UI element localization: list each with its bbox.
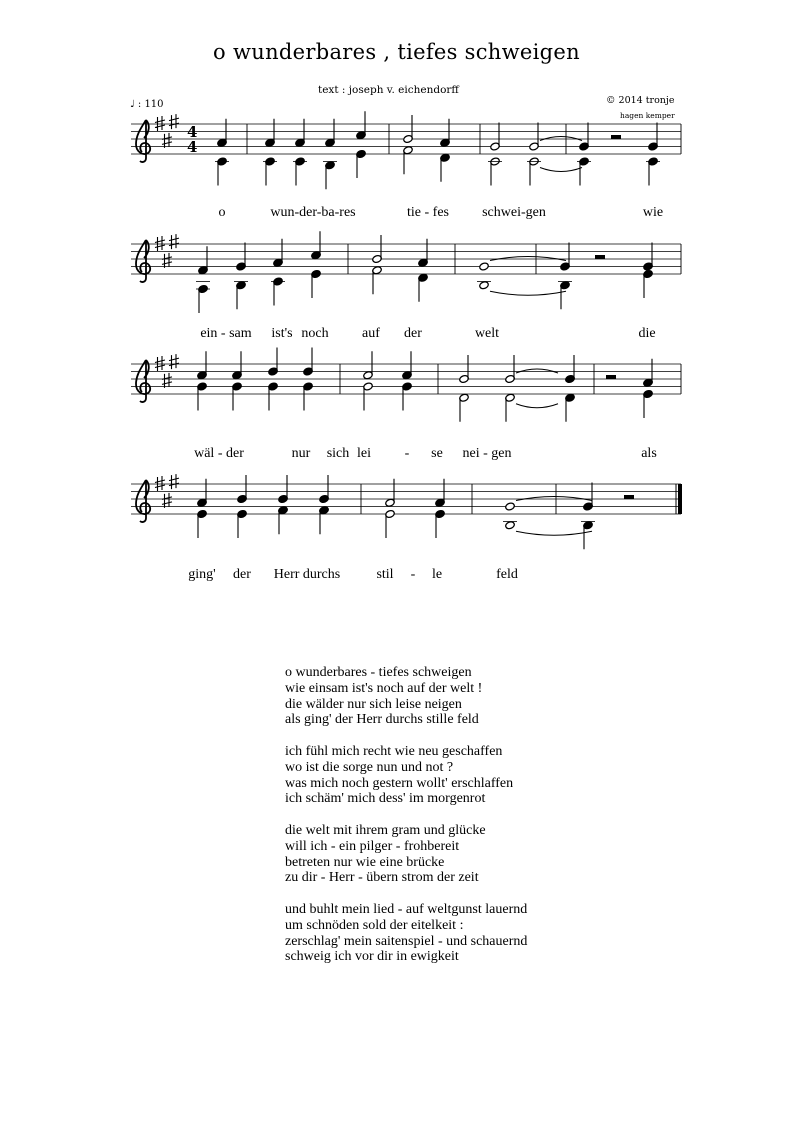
lyric-syllable: ist's	[271, 326, 293, 341]
lyric-syllable: wun-der-ba-res	[270, 205, 356, 220]
composer: hagen kemper	[620, 111, 675, 120]
text-credit: text : joseph v. eichendorff	[318, 84, 459, 96]
sharp-icon	[169, 474, 179, 489]
tie	[490, 257, 566, 261]
poem-line: will ich - ein pilger - frohbereit	[285, 838, 460, 854]
poem-line: betreten nur wie eine brücke	[285, 854, 445, 870]
half-rest	[624, 495, 634, 499]
sharp-icon	[169, 234, 179, 249]
sharp-icon	[169, 354, 179, 369]
page-title: o wunderbares , tiefes schweigen	[213, 40, 580, 64]
note-head	[505, 502, 515, 511]
half-rest	[595, 255, 605, 259]
tie	[540, 137, 582, 141]
poem-line: o wunderbares - tiefes schweigen	[285, 665, 472, 680]
poem-line: wo ist die sorge nun und not ?	[285, 759, 454, 775]
poem-line: um schnöden sold der eitelkeit :	[285, 917, 464, 933]
lyric-syllable: ging'	[188, 567, 216, 582]
sharp-icon	[155, 356, 165, 371]
lyric-syllable: als	[641, 446, 657, 461]
poem-stanza	[285, 902, 527, 965]
poem-stanza	[285, 665, 527, 728]
half-rest	[611, 135, 621, 139]
poem-line: schweig ich vor dir in ewigkeit	[285, 949, 459, 965]
lyric-syllable: lei	[357, 446, 371, 461]
poem-line: die wälder nur sich leise neigen	[285, 696, 462, 712]
sharp-icon	[169, 114, 179, 129]
lyric-syllable: feld	[496, 567, 518, 582]
system-4	[131, 474, 682, 582]
lyric-syllable: o	[218, 205, 226, 220]
tie	[516, 531, 592, 535]
lyric-syllable: nur	[291, 446, 311, 461]
lyric-syllable: wäl - der	[194, 446, 244, 461]
tie	[516, 369, 558, 373]
treble-clef	[136, 240, 150, 282]
sharp-icon	[155, 236, 165, 251]
lyric-syllable: wie	[642, 205, 664, 220]
poem-line: wie einsam ist's noch auf der welt !	[285, 680, 483, 696]
lyric-syllable: sich	[326, 446, 350, 461]
lyric-syllable: schwei-gen	[482, 205, 546, 220]
copyright: © 2014 tronje	[606, 95, 675, 106]
poem	[285, 665, 527, 981]
poem-line: ich schäm' mich dess' im morgenrot	[285, 791, 486, 807]
lyric-syllable: -	[410, 567, 416, 582]
sharp-icon	[155, 476, 165, 491]
tie	[490, 291, 566, 295]
poem-line: als ging' der Herr durchs stille feld	[285, 712, 479, 728]
note-head	[479, 281, 489, 290]
system-2	[131, 231, 681, 341]
lyric-syllable: nei - gen	[462, 446, 512, 461]
half-rest	[606, 375, 616, 379]
poem-stanza	[285, 823, 527, 886]
tie	[540, 168, 582, 172]
lyric-syllable: se	[431, 446, 443, 461]
note-head	[479, 262, 489, 271]
lyric-syllable: le	[431, 567, 443, 582]
lyric-syllable: auf	[362, 326, 380, 341]
tempo-marking: ♩ : 110	[130, 99, 164, 110]
tie	[516, 404, 558, 408]
lyric-syllable: noch	[301, 326, 329, 341]
treble-clef	[136, 480, 150, 522]
lyric-syllable: Herr durchs	[273, 567, 341, 582]
treble-clef	[136, 360, 150, 402]
lyric-syllable: der	[404, 326, 422, 341]
note-head	[505, 521, 515, 530]
treble-clef	[136, 120, 150, 162]
lyric-syllable: der	[233, 567, 251, 582]
poem-line: was mich noch gestern wollt' erschlaffen	[285, 775, 514, 791]
sharp-icon	[162, 253, 172, 268]
lyric-syllable: stil	[376, 567, 394, 582]
sharp-icon	[162, 493, 172, 508]
time-signature-bottom: 4	[187, 138, 198, 156]
lyric-syllable: -	[404, 446, 410, 461]
poem-line: ich fühl mich recht wie neu geschaffen	[285, 743, 503, 759]
lyric-syllable: welt	[474, 326, 500, 341]
system-1	[131, 111, 681, 220]
lyric-syllable: tie - fes	[407, 205, 449, 220]
final-barline	[678, 484, 682, 514]
poem-line: und buhlt mein lied - auf weltgunst lauernd	[285, 901, 528, 917]
sharp-icon	[162, 133, 172, 148]
poem-line: die welt mit ihrem gram und glücke	[285, 822, 486, 838]
poem-line: zu dir - Herr - übern strom der zeit	[285, 870, 479, 886]
sharp-icon	[155, 116, 165, 131]
sharp-icon	[162, 373, 172, 388]
time-signature-top: 4	[187, 123, 198, 141]
poem-stanza	[285, 744, 527, 807]
poem-line: zerschlag' mein saitenspiel - und schauernd	[285, 933, 528, 949]
system-3	[131, 348, 681, 462]
lyric-syllable: ein - sam	[200, 326, 252, 341]
lyric-syllable: die	[638, 326, 656, 341]
tie	[516, 497, 592, 501]
